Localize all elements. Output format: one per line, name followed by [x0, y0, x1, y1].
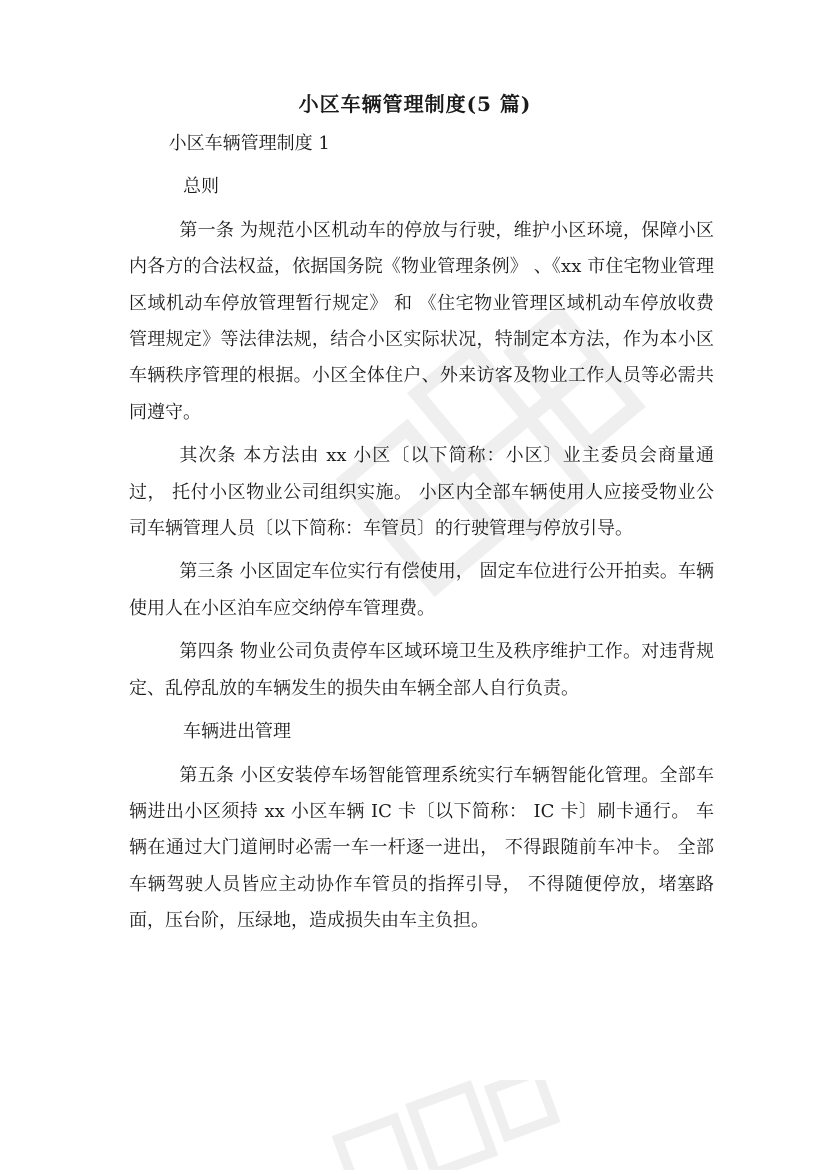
document-body: [129, 126, 714, 947]
paragraph: 第三条 小区固定车位实行有偿使用， 固定车位进行公开拍卖。车辆使用人在小区泊车应交纳停车管理费。: [129, 561, 714, 619]
section-heading: 总则: [183, 176, 219, 198]
paragraph: 第五条 小区安装停车场智能管理系统实行车辆智能化管理。全部车辆进出小区须持 xx 小区车辆 IC 卡〔以下简称： IC 卡〕刷卡通行。 车辆在通过大门道闸时必需一车一杆逐一进出， 不得跟随前车冲卡。 全部车辆驾驶人员皆应主动协作车管员的指挥引导， 不得随便停放，堵塞路面，压台阶，压绿地，造成损失由车主负担。: [129, 764, 714, 932]
section-heading: 车辆进出管理: [183, 721, 291, 743]
paragraph: 第四条 物业公司负责停车区域环境卫生及秩序维护工作。对违背规定、乱停乱放的车辆发生的损失由车辆全部人自行负责。: [129, 641, 714, 699]
section-heading: 小区车辆管理制度 1: [168, 133, 330, 154]
document-title: 小区车辆管理制度(5 篇): [298, 92, 532, 116]
paragraph: 其次条 本方法由 xx 小区〔以下简称：小区〕业主委员会商量通过， 托付小区物业公司组织实施。 小区内全部车辆使用人应接受物业公司车辆管理人员〔以下简称：车管员〕的行驶管理与停放引导。: [129, 445, 714, 540]
watermark-icon-bottom: [320, 1080, 580, 1170]
paragraph: 第一条 为规范小区机动车的停放与行驶，维护小区环境，保障小区内各方的合法权益，依据国务院《物业管理条例》 、《xx 市住宅物业管理区域机动车停放管理暂行规定》 和 《住宅物业管理区域机动车停放收费管理规定》等法律法规，结合小区实际状况，特制定本方法，作为本小区车辆秩序管理的根据。小区全体住户、外来访客及物业工作人员等必需共同遵守。: [129, 219, 714, 423]
